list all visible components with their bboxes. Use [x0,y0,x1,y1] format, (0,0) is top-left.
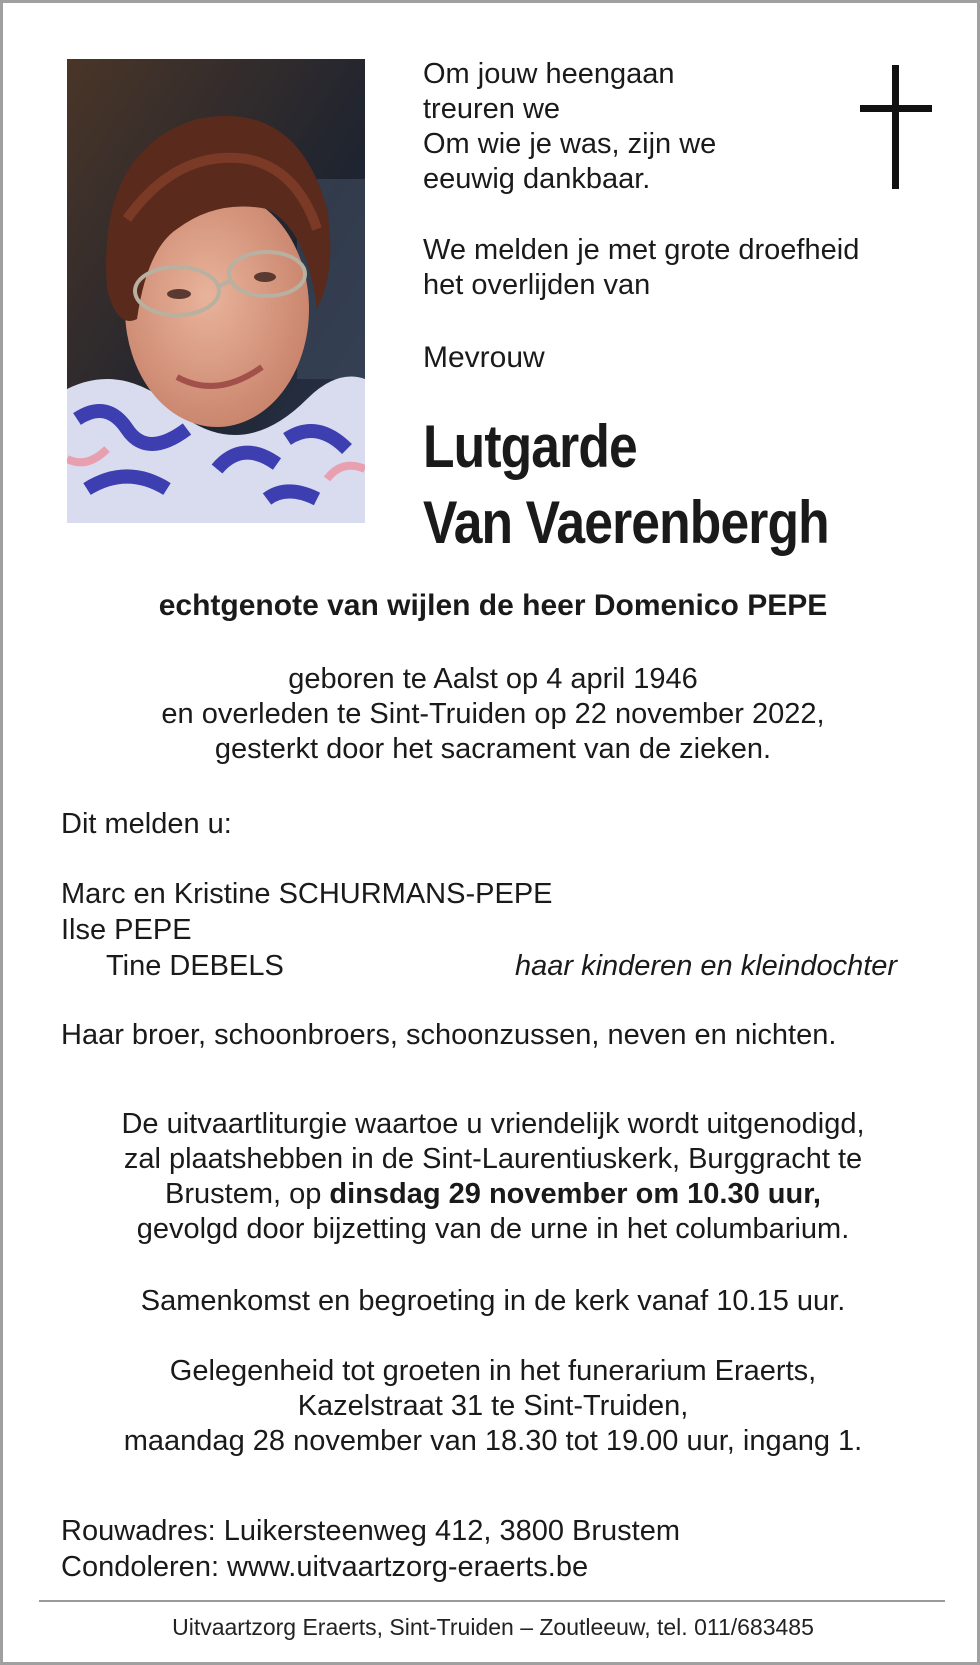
visitation-line: Gelegenheid tot groeten in het funerarium Eraerts, [169,1355,817,1387]
deceased-last-name: Van Vaerenbergh [423,489,829,556]
funeral-line [3,1177,980,1212]
funeral-line-prefix: Brustem, op [165,1178,330,1210]
funeral-home-footer: Uitvaartzorg Eraerts, Sint-Truiden – Zoutleeuw, tel. 011/683485 [172,1614,814,1640]
life-line: gesterkt door het sacrament van de zieken. [214,733,772,765]
spouse-line: echtgenote van wijlen de heer Domenico PEPE [158,589,828,622]
family-member: Tine DEBELS [106,950,284,982]
poem-line: Om wie je was, zijn we [423,128,717,160]
life-details [3,662,980,767]
family-relation-note: haar kinderen en kleindochter [515,950,898,982]
announcement [423,233,943,303]
deceased-name [423,409,829,561]
gathering: Samenkomst en begroeting in de kerk vanaf 10.15 uur. [140,1285,846,1317]
life-line: en overleden te Sint-Truiden op 22 november 2022, [161,698,825,730]
visitation-line: Kazelstraat 31 te Sint-Truiden, [297,1390,689,1422]
portrait-image [67,59,365,523]
deceased-first-name: Lutgarde [423,413,637,480]
family-member: Ilse PEPE [61,914,192,946]
announcement-line: het overlijden van [423,269,651,301]
portrait-photo [67,59,365,523]
family-others: Haar broer, schoonbroers, schoonzussen, neven en nichten. [61,1019,837,1051]
poem-line: eeuwig dankbaar. [423,163,651,195]
cross-icon [860,65,932,191]
salutation: Mevrouw [423,341,545,374]
family-member: Marc en Kristine SCHURMANS-PEPE [61,878,553,910]
visitation [3,1354,980,1459]
condolence-website[interactable]: Condoleren: www.uitvaartzorg-eraerts.be [61,1551,589,1583]
funeral-line: De uitvaartliturgie waartoe u vriendelijk wordt uitgenodigd, [121,1108,865,1140]
mourning-address: Rouwadres: Luikersteenweg 412, 3800 Brustem [61,1515,681,1547]
visitation-line: maandag 28 november van 18.30 tot 19.00 uur, ingang 1. [123,1425,863,1457]
poem [423,57,843,197]
life-line: geboren te Aalst op 4 april 1946 [288,663,698,695]
funeral-date-time: dinsdag 29 november om 10.30 uur, [329,1178,821,1210]
announcement-line: We melden je met grote droefheid [423,234,860,266]
funeral-line: zal plaatshebben in de Sint-Laurentiuskerk, Burggracht te [123,1143,863,1175]
funeral-details [3,1107,980,1247]
family-intro: Dit melden u: [61,808,232,840]
poem-line: treuren we [423,93,561,125]
poem-line: Om jouw heengaan [423,58,675,90]
funeral-line: gevolgd door bijzetting van de urne in het columbarium. [136,1213,850,1245]
footer-divider [39,1600,945,1602]
